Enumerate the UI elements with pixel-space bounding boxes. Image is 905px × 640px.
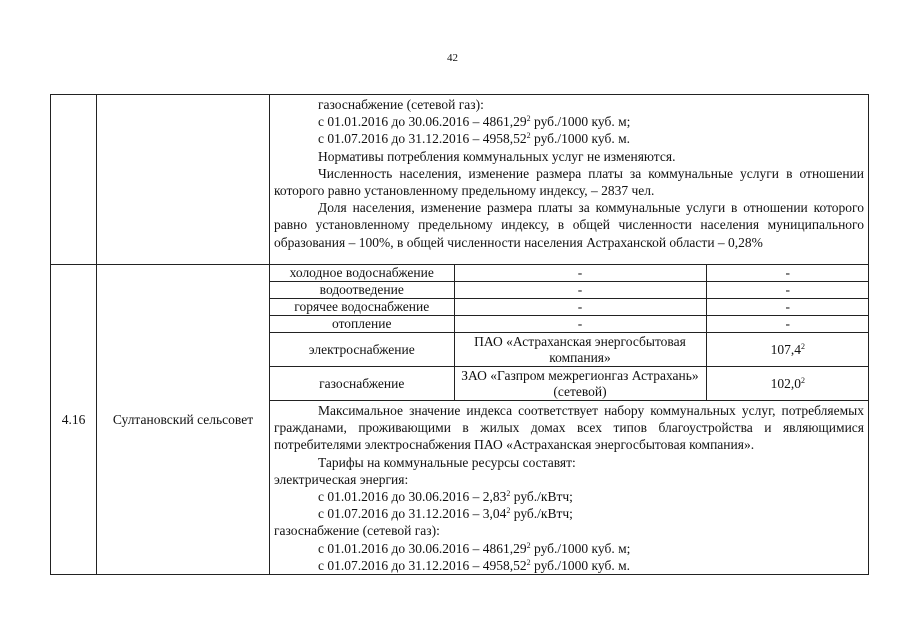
settlement-name: Султановский сельсовет [97, 265, 270, 575]
continuation-number-cell [51, 95, 97, 265]
population-text: Численность населения, изменение размера платы за коммунальные услуги в отношении которого равно установленному предельному индексу, – 2837 чел. [274, 165, 864, 199]
service-row [270, 316, 869, 333]
service-supplier: - [454, 282, 706, 299]
service-index: - [706, 316, 869, 333]
settlement-text-cell [270, 265, 869, 575]
service-name: газоснабжение [270, 367, 454, 401]
service-index: - [706, 282, 869, 299]
service-name: горячее водоснабжение [270, 299, 454, 316]
row-number: 4.16 [51, 265, 97, 575]
service-row [270, 333, 869, 367]
gas-tariff-2: с 01.07.2016 до 31.12.2016 – 4958,52$^2$ руб./1000 куб. м. [318, 131, 630, 147]
continuation-name-cell [97, 95, 270, 265]
settlement-row [51, 265, 869, 575]
service-supplier: - [454, 299, 706, 316]
population-share-text: Доля населения, изменение размера платы за коммунальные услуги в отношении которого равно установленному предельному индексу, в общей численности населения муниципального образования – 100%, в общей численности населения Астраханской области – 0,28% [274, 200, 864, 250]
services-table [270, 265, 869, 401]
gas-title: газоснабжение (сетевой газ): [318, 97, 484, 112]
service-supplier: ПАО «Астраханская энергосбытовая компания» [454, 333, 706, 367]
gas-tariff-4: с 01.07.2016 до 31.12.2016 – 4958,52$^2$ руб./1000 куб. м. [318, 557, 630, 573]
service-name: электроснабжение [270, 333, 454, 367]
service-name: отопление [270, 316, 454, 333]
service-supplier: - [454, 265, 706, 282]
service-row [270, 299, 869, 316]
max-index-text: Максимальное значение индекса соответствует набору коммунальных услуг, потребляемых гражданами, проживающими в жилых домах всех типов благоустройства и являющимися потребителями электроснабжения ПАО «Астраханская энергосбытовая компания». [274, 403, 864, 453]
electricity-tariff-1: с 01.01.2016 до 30.06.2016 – 2,83$^2$ руб./кВтч; [318, 489, 573, 505]
continuation-row [51, 95, 869, 265]
service-row [270, 367, 869, 401]
service-index: - [706, 299, 869, 316]
service-index: 102,0$^2$ [706, 367, 869, 401]
service-name: водоотведение [270, 282, 454, 299]
service-index: - [706, 265, 869, 282]
service-supplier: - [454, 316, 706, 333]
gas-tariff-3: с 01.01.2016 до 30.06.2016 – 4861,29$^2$ руб./1000 куб. м; [318, 540, 631, 556]
service-supplier: ЗАО «Газпром межрегионгаз Астрахань» (сетевой) [454, 367, 706, 401]
electricity-tariff-2: с 01.07.2016 до 31.12.2016 – 3,04$^2$ руб./кВтч; [318, 506, 573, 522]
electricity-title: электрическая энергия: [274, 471, 409, 487]
service-row [270, 282, 869, 299]
service-row [270, 265, 869, 282]
settlement-description [270, 401, 868, 574]
gas-tariff-1: с 01.01.2016 до 30.06.2016 – 4861,29$^2$ руб./1000 куб. м; [318, 114, 631, 130]
tariff-table [50, 94, 869, 575]
service-index: 107,4$^2$ [706, 333, 869, 367]
continuation-text-cell [270, 95, 869, 265]
service-name: холодное водоснабжение [270, 265, 454, 282]
page-number: 42 [447, 52, 458, 64]
norms-text: Нормативы потребления коммунальных услуг не изменяются. [318, 148, 676, 164]
tariffs-intro: Тарифы на коммунальные ресурсы составят: [318, 454, 576, 470]
gas-title-2: газоснабжение (сетевой газ): [274, 523, 440, 539]
